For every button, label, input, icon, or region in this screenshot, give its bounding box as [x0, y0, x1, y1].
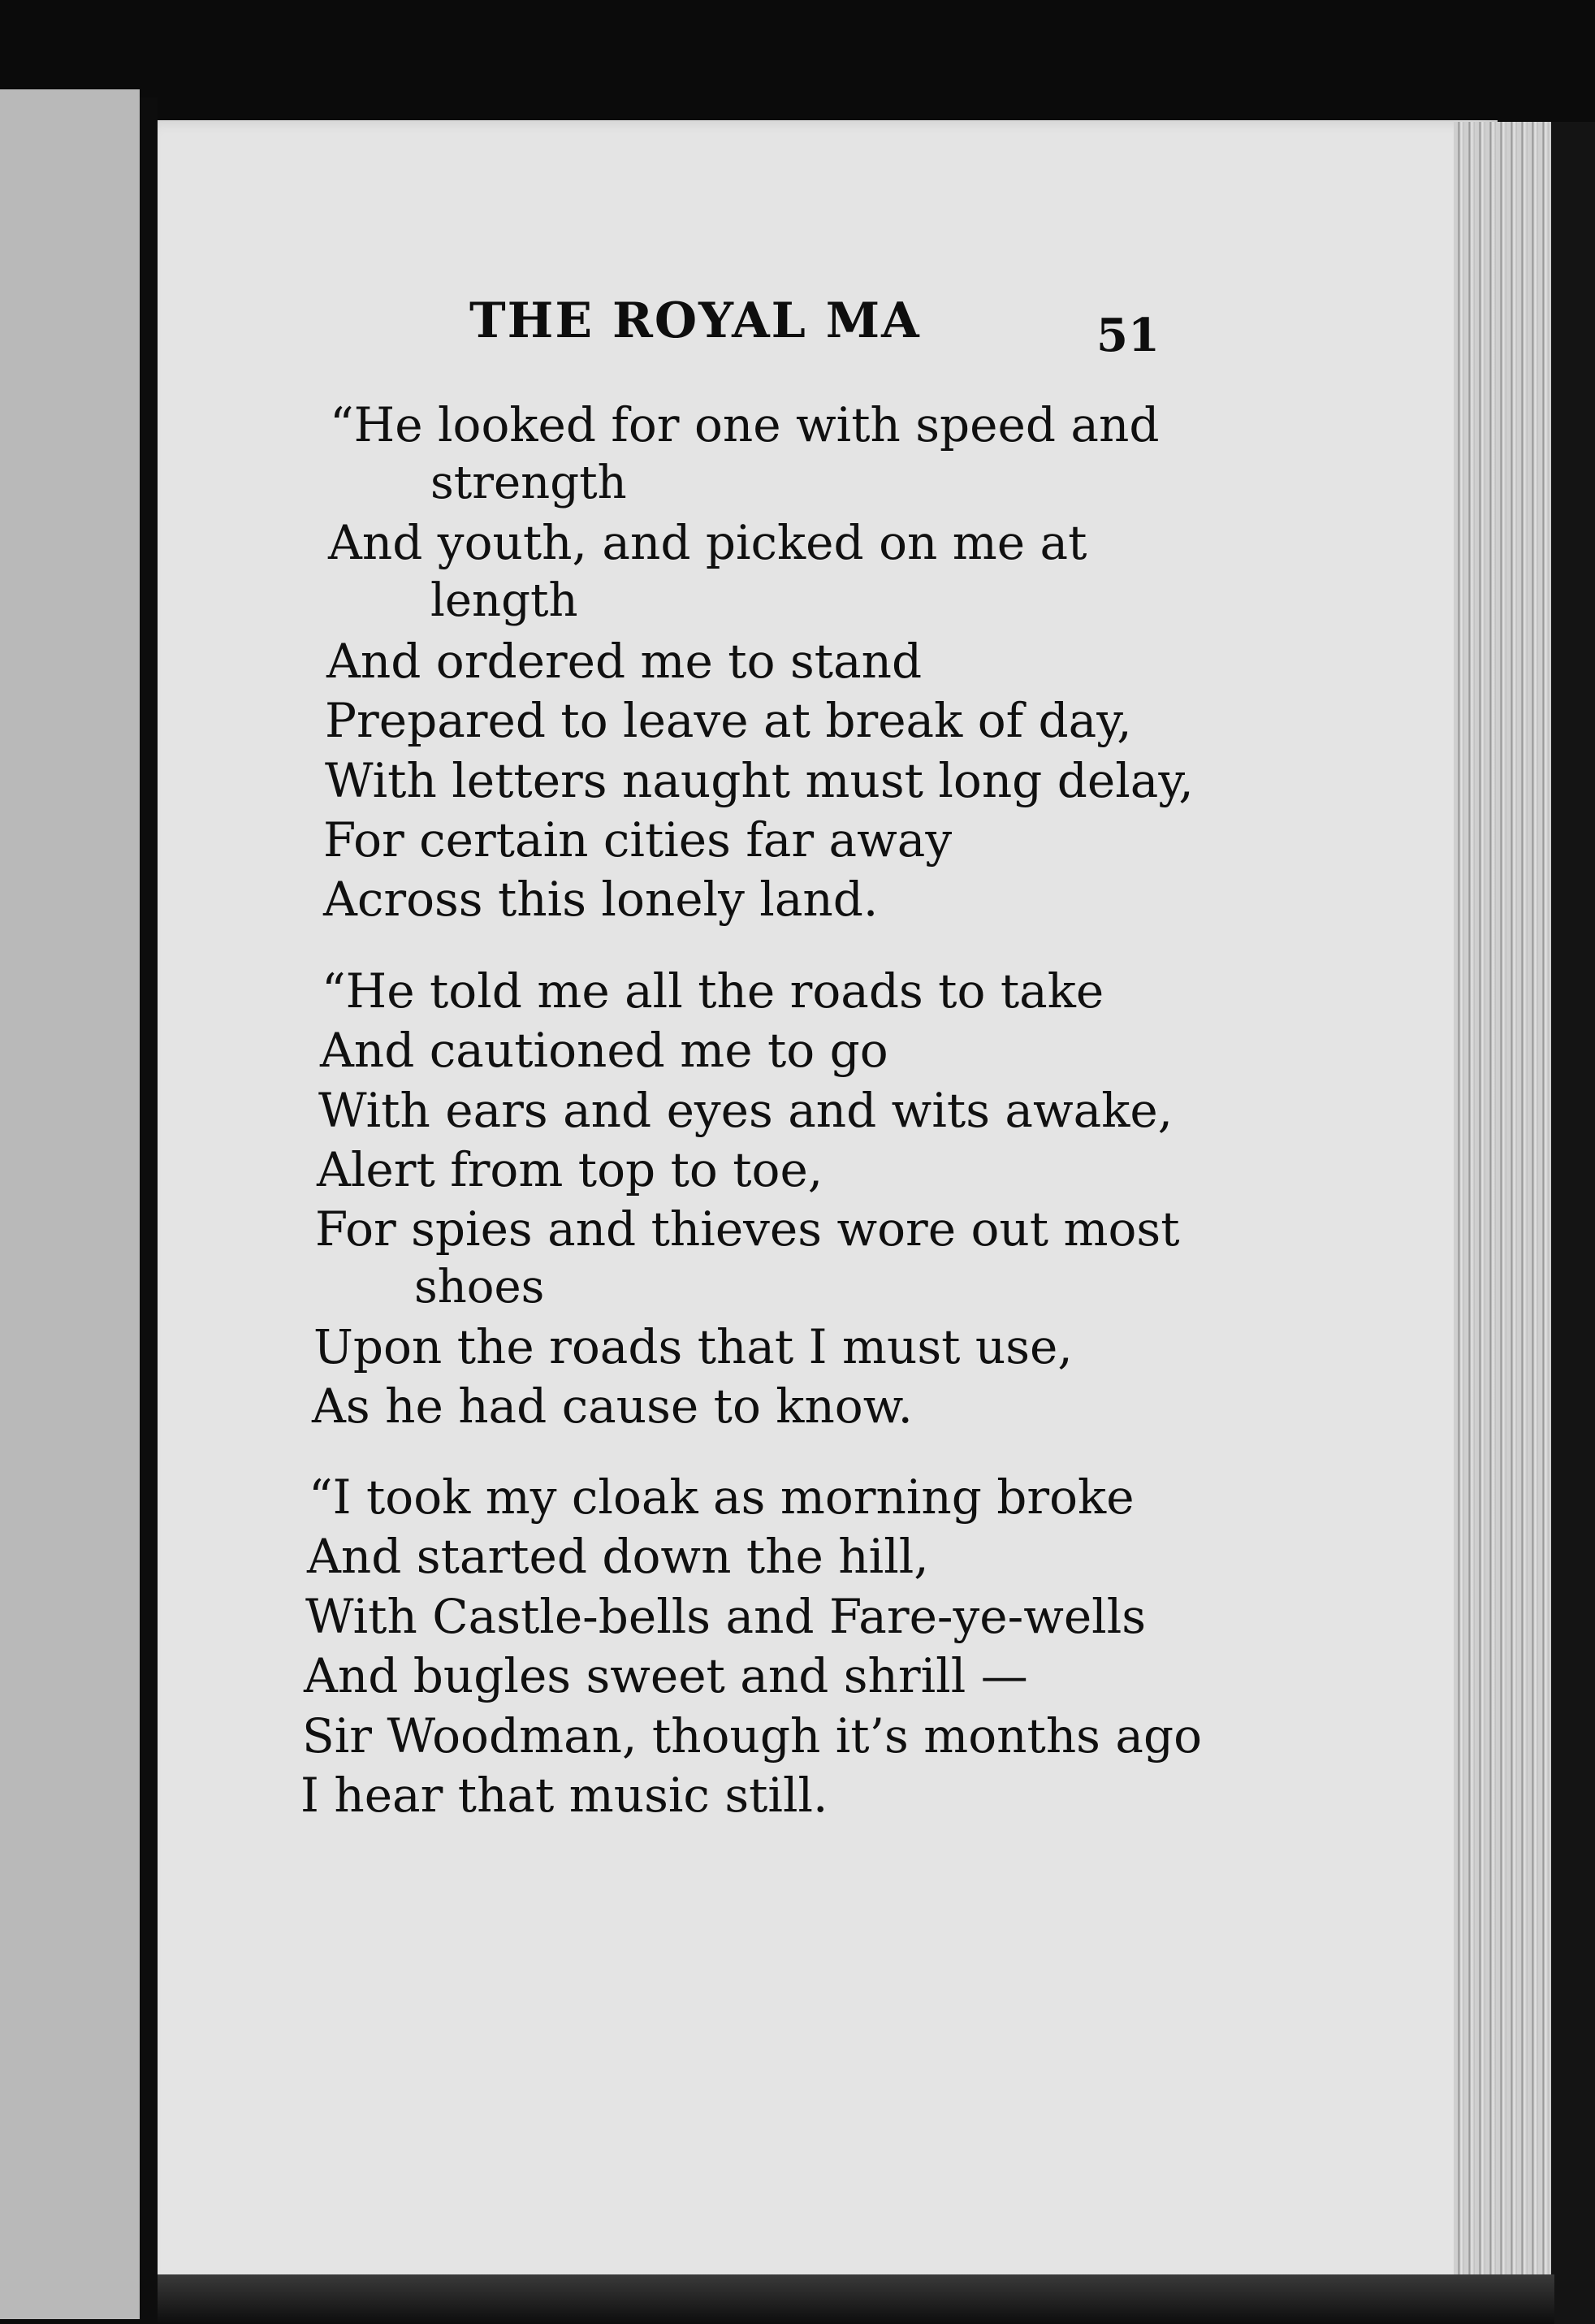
poem-line: Alert from top to toe,	[317, 1142, 823, 1197]
poem-line: Across this lonely land.	[323, 872, 879, 927]
poem-line: For certain cities far away	[323, 812, 953, 868]
book-cover-edge	[1551, 122, 1595, 2324]
poem-line: “He looked for one with speed and	[330, 397, 1160, 452]
poem-line: With Castle-bells and Fare-ye-wells	[305, 1589, 1147, 1644]
poem-line: And bugles sweet and shrill —	[304, 1648, 1028, 1703]
poem-line: For spies and thieves wore out most	[315, 1201, 1180, 1257]
poem-line: “I took my cloak as morning broke	[309, 1469, 1135, 1525]
poem-line: And youth, and picked on me at	[328, 515, 1087, 570]
poem-line: And cautioned me to go	[320, 1023, 888, 1078]
poem-line: And ordered me to stand	[326, 634, 923, 689]
book-gutter	[140, 97, 158, 2324]
poem-line-turnover: strength	[430, 457, 627, 509]
book-bottom-edge	[158, 2274, 1554, 2324]
running-head-title: THE ROYAL MA	[469, 292, 921, 349]
poem-line: Prepared to leave at break of day,	[325, 693, 1132, 748]
poem-line: With letters naught must long delay,	[325, 753, 1194, 808]
page-number: 51	[1096, 309, 1160, 362]
poem-line: Sir Woodman, though it’s months ago	[302, 1708, 1203, 1764]
poem-line: I hear that music still.	[300, 1768, 828, 1823]
poem-line-turnover: shoes	[414, 1261, 545, 1313]
poem-line-turnover: length	[430, 574, 578, 627]
poem-line: With ears and eyes and wits awake,	[318, 1083, 1174, 1138]
poem-line: As he had cause to know.	[312, 1378, 913, 1434]
poem-line: “He told me all the roads to take	[322, 963, 1104, 1019]
page-edges	[1454, 122, 1551, 2315]
poem-line: And started down the hill,	[307, 1529, 929, 1584]
poem-line: Upon the roads that I must use,	[313, 1319, 1073, 1374]
facing-page	[0, 89, 140, 2319]
